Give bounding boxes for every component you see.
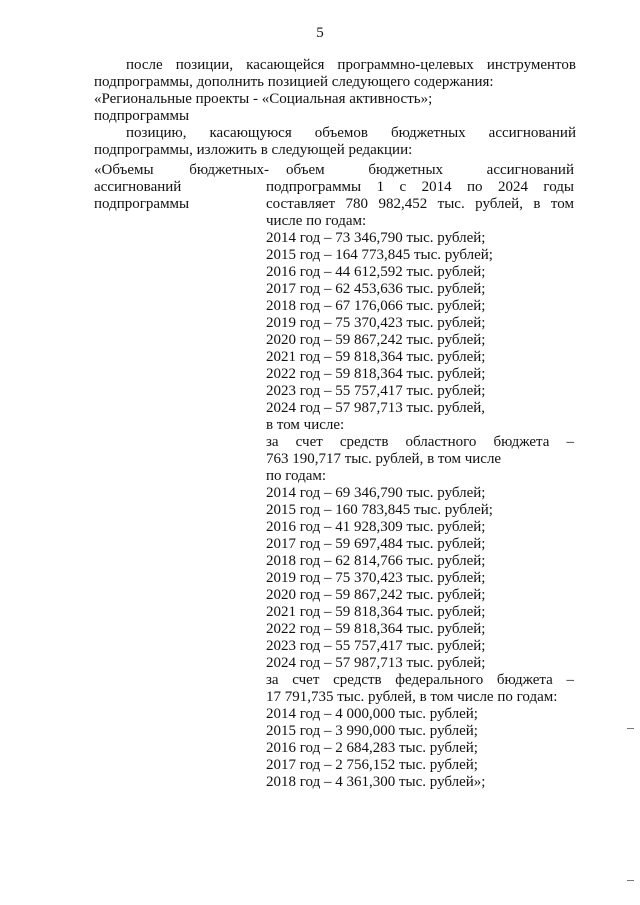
total-year-line: 2021 год – 59 818,364 тыс. рублей; bbox=[266, 349, 486, 365]
position-label bbox=[94, 162, 264, 213]
federal-year-line: 2016 год – 2 684,283 тыс. рублей; bbox=[266, 740, 478, 756]
federal-line-1: за счет средств федерального бюджета – bbox=[266, 672, 574, 688]
regional-year-line: 2016 год – 41 928,309 тыс. рублей; bbox=[266, 519, 486, 535]
intro-line-4: подпрограммы bbox=[94, 108, 190, 124]
federal-line-2: 17 791,735 тыс. рублей, в том числе по годам: bbox=[266, 689, 558, 705]
federal-year-line: 2015 год – 3 990,000 тыс. рублей; bbox=[266, 723, 478, 739]
value-line-1: объем бюджетных ассигнований bbox=[286, 162, 574, 178]
value-line-3: составляет 780 982,452 тыс. рублей, в том bbox=[266, 196, 574, 212]
total-year-line: 2023 год – 55 757,417 тыс. рублей; bbox=[266, 383, 486, 399]
page-number: 5 bbox=[316, 25, 324, 41]
label-dash: - bbox=[264, 162, 269, 178]
intro-line-6: подпрограммы, изложить в следующей редакции: bbox=[94, 142, 413, 158]
total-year-line: 2024 год – 57 987,713 тыс. рублей, bbox=[266, 400, 486, 416]
label-line-2: ассигнований bbox=[94, 179, 182, 195]
in-that-line: в том числе: bbox=[266, 417, 345, 433]
regional-year-line: 2022 год – 59 818,364 тыс. рублей; bbox=[266, 621, 486, 637]
label-line-3: подпрограммы bbox=[94, 196, 190, 212]
total-year-line: 2019 год – 75 370,423 тыс. рублей; bbox=[266, 315, 486, 331]
regional-year-line: 2015 год – 160 783,845 тыс. рублей; bbox=[266, 502, 493, 518]
total-year-line: 2020 год – 59 867,242 тыс. рублей; bbox=[266, 332, 486, 348]
total-year-line: 2017 год – 62 453,636 тыс. рублей; bbox=[266, 281, 486, 297]
regional-year-line: 2023 год – 55 757,417 тыс. рублей; bbox=[266, 638, 486, 654]
intro-line-3: «Региональные проекты - «Социальная активность»; bbox=[94, 91, 433, 107]
regional-year-line: 2020 год – 59 867,242 тыс. рублей; bbox=[266, 587, 486, 603]
regional-year-line: 2021 год – 59 818,364 тыс. рублей; bbox=[266, 604, 486, 620]
total-year-line: 2018 год – 67 176,066 тыс. рублей; bbox=[266, 298, 486, 314]
intro-line-1: после позиции, касающейся программно-целевых инструментов bbox=[126, 57, 576, 73]
regional-year-line: 2018 год – 62 814,766 тыс. рублей; bbox=[266, 553, 486, 569]
total-year-line: 2015 год – 164 773,845 тыс. рублей; bbox=[266, 247, 493, 263]
value-line-2: подпрограммы 1 с 2014 по 2024 годы bbox=[266, 179, 574, 195]
federal-year-line: 2014 год – 4 000,000 тыс. рублей; bbox=[266, 706, 478, 722]
label-line-1: «Объемы бюджетных bbox=[94, 162, 264, 178]
total-year-line: 2022 год – 59 818,364 тыс. рублей; bbox=[266, 366, 486, 382]
position-value bbox=[266, 162, 574, 791]
intro-line-2: подпрограммы, дополнить позицией следующего содержания: bbox=[94, 74, 494, 90]
federal-year-line: 2018 год – 4 361,300 тыс. рублей»; bbox=[266, 774, 486, 790]
scan-edge-mark bbox=[627, 728, 634, 729]
regional-line-2: 763 190,717 тыс. рублей, в том числе bbox=[266, 451, 502, 467]
total-year-line: 2014 год – 73 346,790 тыс. рублей; bbox=[266, 230, 486, 246]
regional-line-1: за счет средств областного бюджета – bbox=[266, 434, 574, 450]
total-year-line: 2016 год – 44 612,592 тыс. рублей; bbox=[266, 264, 486, 280]
regional-year-line: 2014 год – 69 346,790 тыс. рублей; bbox=[266, 485, 486, 501]
federal-year-line: 2017 год – 2 756,152 тыс. рублей; bbox=[266, 757, 478, 773]
regional-year-line: 2024 год – 57 987,713 тыс. рублей; bbox=[266, 655, 486, 671]
value-line-4: числе по годам: bbox=[266, 213, 367, 229]
regional-year-line: 2019 год – 75 370,423 тыс. рублей; bbox=[266, 570, 486, 586]
regional-line-3: по годам: bbox=[266, 468, 327, 484]
intro-line-5: позицию, касающуюся объемов бюджетных ассигнований bbox=[126, 125, 576, 141]
scan-edge-mark bbox=[627, 880, 634, 881]
regional-year-line: 2017 год – 59 697,484 тыс. рублей; bbox=[266, 536, 486, 552]
intro-paragraph bbox=[94, 57, 576, 159]
